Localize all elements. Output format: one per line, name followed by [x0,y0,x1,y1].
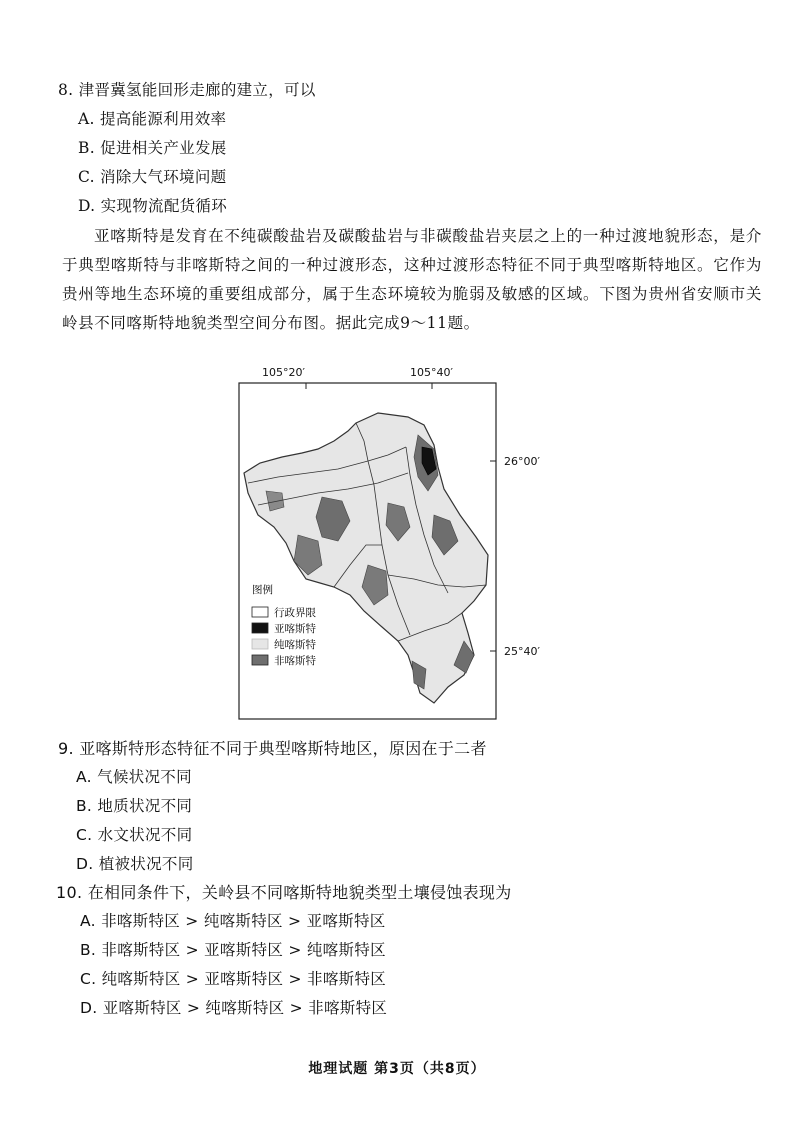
karst-map-svg [238,365,500,721]
legend-label-non-karst: 非喀斯特 [274,655,316,667]
q9-stem: 9. 亚喀斯特形态特征不同于典型喀斯特地区，原因在于二者 [58,739,487,758]
coord-right-lower: 25°40′ [504,645,540,658]
legend-swatch-pure-karst [252,639,268,649]
q10-option-d: D. 亚喀斯特区 > 纯喀斯特区 > 非喀斯特区 [80,999,388,1017]
reading-passage: 亚喀斯特是发育在不纯碳酸盐岩及碳酸盐岩与非碳酸盐岩夹层之上的一种过渡地貌形态，是介于典型喀斯特与非喀斯特之间的一种过渡形态，这种过渡形态特征不同于典型喀斯特地区。它作为贵州等地生态环境的重要组成部分，属于生态环境较为脆弱及敏感的区域。下图为贵州省安顺市关岭县不同喀斯特地貌类型空间分布图。据此完成9～11题。 [62,227,762,332]
q10-option-b: B. 非喀斯特区 > 亚喀斯特区 > 纯喀斯特区 [80,941,386,959]
q9-option-c: C. 水文状况不同 [76,826,193,844]
karst-map-figure [238,365,540,725]
legend-swatch-boundary [252,607,268,617]
q8-option-c: C. 消除大气环境问题 [78,168,227,186]
q8-option-b: B. 促进相关产业发展 [78,139,227,157]
q9-option-d: D. 植被状况不同 [76,855,194,873]
coord-top-right: 105°40′ [410,366,453,379]
q8-option-a: A. 提高能源利用效率 [78,110,227,128]
q9-option-b: B. 地质状况不同 [76,797,193,815]
coord-top-left: 105°20′ [262,366,305,379]
legend-swatch-non-karst [252,655,268,665]
legend-title: 图例 [252,584,273,596]
q9-option-a: A. 气候状况不同 [76,768,192,786]
legend-label-sub-karst: 亚喀斯特 [274,623,316,635]
q8-option-d: D. 实现物流配货循环 [78,197,228,215]
q10-stem: 10. 在相同条件下，关岭县不同喀斯特地貌类型土壤侵蚀表现为 [56,883,512,902]
q10-option-c: C. 纯喀斯特区 > 亚喀斯特区 > 非喀斯特区 [80,970,387,988]
legend-label-pure-karst: 纯喀斯特 [274,639,316,651]
q10-option-a: A. 非喀斯特区 > 纯喀斯特区 > 亚喀斯特区 [80,912,386,930]
q8-stem: 8. 津晋冀氢能回形走廊的建立，可以 [58,81,316,99]
coord-right-upper: 26°00′ [504,455,540,468]
page-footer: 地理试题 第3页（共8页） [308,1061,486,1077]
legend-swatch-sub-karst [252,623,268,633]
legend-label-boundary: 行政界限 [274,607,316,619]
